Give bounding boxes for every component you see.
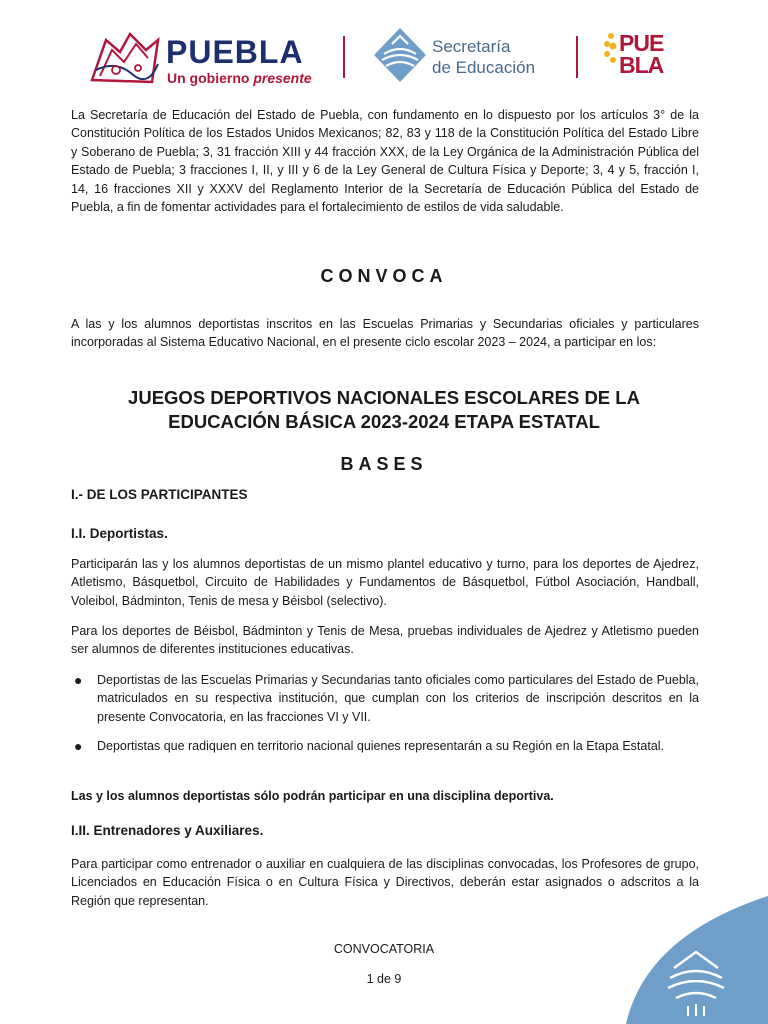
list-item (71, 737, 699, 775)
puebla-logo-word: PUEBLA (166, 34, 304, 70)
page-number: 1 de 9 (366, 972, 402, 986)
secretaria-educacion-logo (372, 26, 572, 88)
puebla-logo-tagline: Un gobierno presente (167, 70, 312, 86)
coaches-paragraph: Para participar como entrenador o auxiliar en cualquiera de las disciplinas convocadas, los Profesores de grupo, Licenciados en Educación Física o en Cultura Física y Directivos, deberán estar asignados o adscritos a la Región que representan. (71, 857, 699, 908)
participants-note-paragraph: Para los deportes de Béisbol, Bádminton y Tenis de Mesa, pruebas individuales de Ajedrez y Atletismo pueden ser alumnos de diferentes instituciones educativas. (71, 624, 699, 657)
participants-paragraph: Participarán las y los alumnos deportistas de un mismo plantel educativo y turno, para los deportes de Ajedrez, Atletismo, Básquetbol, Circuito de Habilidades y Fundamentos de Básquetbol, Fútbol Asociación, Handball, Voleibol, Bádminton, Tenis de mesa y Béisbol (selectivo). (71, 557, 699, 608)
letterhead (0, 22, 768, 92)
puebla-brand-logo (603, 26, 683, 88)
convoca-heading: CONVOCA (320, 266, 448, 286)
footer-label: CONVOCATORIA (333, 942, 435, 956)
header-divider (576, 36, 578, 78)
puebla-government-logo (86, 30, 318, 92)
corner-emblem-icon (626, 896, 768, 1024)
subsection-title: I.II. Entrenadores y Auxiliares. (71, 823, 264, 838)
single-discipline-note: Las y los alumnos deportistas sólo podrán participar en una disciplina deportiva. (71, 789, 554, 803)
intro-paragraph: La Secretaría de Educación del Estado de Puebla, con fundamento en lo dispuesto por los artículos 3° de la Constitución Política de los Estados Unidos Mexicanos; 82, 83 y 118 de la Constitución Política del Estado Libre y Soberano de Puebla; 3, 31 fracción XIII y 44 fracción XXX, de la Ley Orgánica de la Administración Pública del Estado de Puebla; 3 fracciones I, II, y III y 6 de la Ley General de Cultura Física y Deporte; 3, 4 y 5, fracción I, 14, 16 fracciones XII y XXXV del Reglamento Interior de la Secretaría de Educación Pública del Estado de Puebla, a fin de fomentar actividades para el fortalecimiento de estilos de vida saludable. (71, 108, 699, 215)
bullet-icon: ● (74, 738, 83, 754)
bullet-icon: ● (74, 672, 83, 688)
list-item (71, 671, 699, 727)
list-item-text: Deportistas que radiquen en territorio nacional quienes representarán a su Región en la Etapa Estatal. (97, 739, 665, 753)
puebla-brand-wordmark: PUE BLA (619, 30, 664, 78)
section-title: I.- DE LOS PARTICIPANTES (71, 487, 248, 502)
audience-paragraph: A las y los alumnos deportistas inscritos en las Escuelas Primarias y Secundarias oficiales y particulares incorporadas al Sistema Educativo Nacional, en el presente ciclo escolar 2023 – 2024, a participar en los: (71, 317, 699, 350)
event-title: JUEGOS DEPORTIVOS NACIONALES ESCOLARES DE LA EDUCACIÓN BÁSICA 2023-2024 ETAPA ESTATAL (128, 387, 640, 432)
sep-emblem-icon (372, 26, 428, 84)
list-item-text: Deportistas de las Escuelas Primarias y Secundarias tanto oficiales como particulares del Estado de Puebla, matriculados en su respectiva institución, que cumplan con los criterios de inscripción descritos en la presente Convocatoria, en las fracciones VI y VII. (97, 673, 699, 724)
subsection-title: I.I. Deportistas. (71, 526, 168, 541)
bases-heading: BASES (340, 454, 428, 474)
sep-logo-text: Secretaría de Educación (432, 37, 536, 77)
puebla-emblem-icon (86, 30, 164, 90)
header-divider (343, 36, 345, 78)
